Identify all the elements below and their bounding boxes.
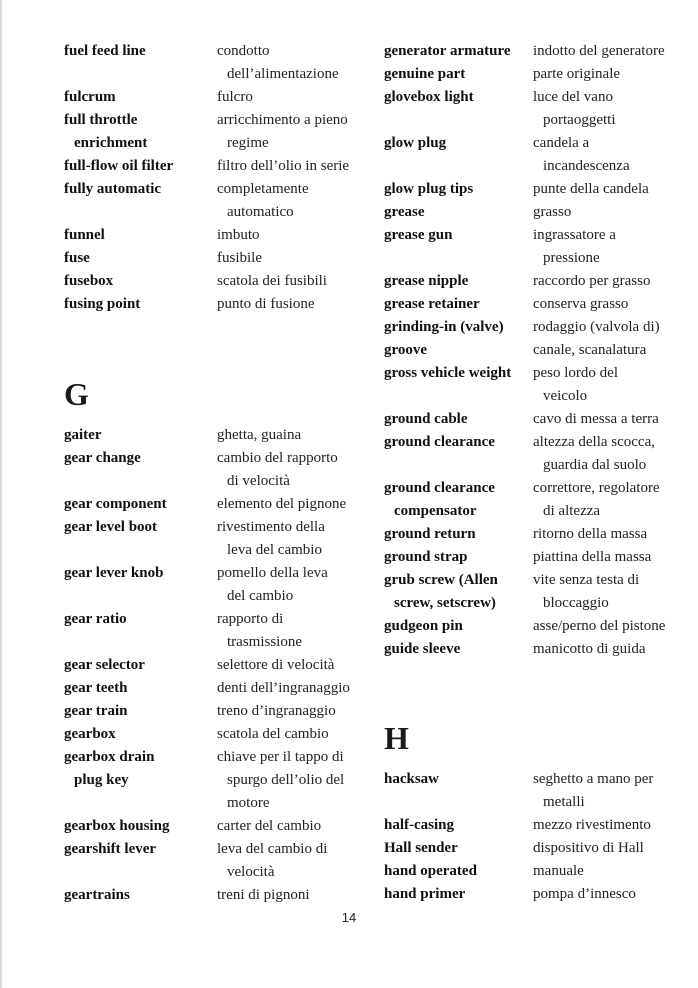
translation-line: mezzo rivestimento [533,817,651,833]
entry-term [64,654,145,677]
entry-term [384,408,468,431]
entry-translation [217,40,339,86]
entry-term [384,86,474,109]
translation-line: ingrassatore a [533,227,616,243]
translation-line: rivestimento della [217,519,325,535]
entry-term [384,546,468,569]
translation-line: treno d’ingranaggio [217,703,336,719]
page-number: 14 [341,910,357,925]
term-line: gear lever knob [64,565,164,581]
entry-translation [533,224,616,270]
translation-line: ghetta, guaina [217,427,302,443]
term-line: gear ratio [64,611,127,627]
translation-line: motore [227,795,270,811]
translation-line: piattina della massa [533,549,652,565]
entry-translation [533,86,615,132]
entry-translation [533,768,653,814]
translation-line: di altezza [543,503,601,519]
term-line: guide sleeve [384,641,461,657]
entry-term [384,837,458,860]
entry-translation [217,178,309,224]
translation-line: punte della candela [533,181,649,197]
entry-translation [533,408,659,431]
term-line: ground clearance [384,480,495,496]
entry-term [384,293,480,316]
entry-translation [533,883,636,906]
entry-translation [217,293,315,316]
term-line: compensator [394,503,477,519]
entry-term [384,814,454,837]
translation-line: elemento del pignone [217,496,347,512]
entry-translation [217,155,349,178]
term-line: gear change [64,450,141,466]
translation-line: bloccaggio [543,595,609,611]
term-line: enrichment [74,135,148,151]
term-line: gudgeon pin [384,618,463,634]
entry-term [64,109,147,155]
translation-line: chiave per il tappo di [217,749,344,765]
entry-translation [533,132,630,178]
translation-line: treni di pignoni [217,887,310,903]
entry-term [64,838,156,861]
entry-translation [217,677,350,700]
translation-line: pomello della leva [217,565,328,581]
entry-translation [533,40,665,63]
entry-term [384,615,463,638]
entry-translation [533,837,644,860]
entry-term [384,362,511,385]
section-letter-g: G [64,376,89,412]
term-line: glow plug [384,135,447,151]
entry-term [384,523,476,546]
translation-line: arricchimento a pieno [217,112,348,128]
translation-line: leva del cambio [227,542,322,558]
translation-line: fusibile [217,250,262,266]
entry-term [64,815,169,838]
entry-term [64,270,113,293]
entry-term [384,768,439,791]
translation-line: grasso [533,204,572,220]
translation-line: completamente [217,181,309,197]
entry-translation [533,293,628,316]
entry-translation [533,638,645,661]
term-line: glovebox light [384,89,474,105]
translation-line: pompa d’innesco [533,886,636,902]
term-line: gear component [64,496,167,512]
section-letter-h: H [384,720,409,756]
translation-line: incandescenza [543,158,630,174]
translation-line: automatico [227,204,294,220]
term-line: gear selector [64,657,145,673]
entry-translation [533,814,651,837]
translation-line: cambio del rapporto [217,450,338,466]
entry-translation [533,477,660,523]
translation-line: canale, scanalatura [533,342,647,358]
entry-term [64,247,90,270]
entry-term [64,40,146,63]
entry-term [64,746,154,792]
entry-term [384,224,452,247]
translation-line: velocità [227,864,275,880]
entry-translation [217,424,301,447]
entry-translation [533,569,639,615]
translation-line: di velocità [227,473,290,489]
entry-translation [217,838,327,884]
term-line: plug key [74,772,129,788]
entry-term [384,339,427,362]
term-line: gearshift lever [64,841,157,857]
translation-line: conserva grasso [533,296,629,312]
entry-term [384,316,504,339]
term-line: gear train [64,703,128,719]
term-line: fuse [64,250,90,266]
entry-term [64,677,127,700]
term-line: fulcrum [64,89,116,105]
term-line: fusebox [64,273,114,289]
entry-term [384,477,495,523]
entry-term [64,608,127,631]
entry-translation [217,700,336,723]
translation-line: ritorno della massa [533,526,648,542]
translation-line: cavo di messa a terra [533,411,659,427]
entry-translation [217,746,344,815]
entry-term [64,493,167,516]
entry-translation [533,63,620,86]
term-line: grease retainer [384,296,480,312]
entry-term [64,224,105,247]
term-line: ground clearance [384,434,495,450]
translation-line: guardia dal suolo [543,457,647,473]
entry-term [64,424,101,447]
translation-line: portaoggetti [543,112,616,128]
term-line: full throttle [64,112,138,128]
entry-term [384,40,510,63]
entry-term [384,270,468,293]
term-line: fusing point [64,296,141,312]
entry-term [384,860,477,883]
entry-translation [533,339,646,362]
entry-translation [533,316,660,339]
translation-line: condotto [217,43,270,59]
term-line: fuel feed line [64,43,146,59]
entry-translation [217,723,329,746]
entry-translation [533,270,650,293]
translation-line: vite senza testa di [533,572,640,588]
entry-translation [533,523,647,546]
translation-line: dispositivo di Hall [533,840,644,856]
translation-line: regime [227,135,269,151]
translation-line: pressione [543,250,600,266]
term-line: gearbox drain [64,749,155,765]
entry-translation [217,815,321,838]
entry-term [384,569,498,615]
translation-line: rodaggio (valvola di) [533,319,660,335]
entry-translation [533,431,655,477]
translation-line: rapporto di [217,611,284,627]
translation-line: fulcro [217,89,253,105]
entry-translation [217,86,253,109]
term-line: glow plug tips [384,181,474,197]
translation-line: peso lordo del [533,365,618,381]
entry-term [384,201,425,224]
entry-term [384,178,473,201]
entry-term [384,431,495,454]
term-line: groove [384,342,428,358]
entry-translation [217,516,325,562]
translation-line: luce del vano [533,89,613,105]
term-line: screw, setscrew) [394,595,496,611]
translation-line: leva del cambio di [217,841,328,857]
term-line: ground return [384,526,476,542]
term-line: ground cable [384,411,468,427]
entry-translation [533,860,584,883]
entry-translation [533,201,571,224]
term-line: genuine part [384,66,466,82]
term-line: ground strap [384,549,468,565]
entry-translation [217,562,328,608]
term-line: funnel [64,227,105,243]
entry-translation [217,608,302,654]
translation-line: parte originale [533,66,621,82]
entry-translation [217,224,260,247]
term-line: grease gun [384,227,453,243]
term-line: generator armature [384,43,511,59]
translation-line: scatola dei fusibili [217,273,327,289]
translation-line: punto di fusione [217,296,315,312]
term-line: geartrains [64,887,130,903]
translation-line: denti dell’ingranaggio [217,680,350,696]
term-line: gear level boot [64,519,158,535]
translation-line: asse/perno del pistone [533,618,666,634]
entry-term [384,132,446,155]
term-line: half-casing [384,817,455,833]
entry-term [64,562,163,585]
term-line: grinding-in (valve) [384,319,504,335]
term-line: hand primer [384,886,466,902]
translation-line: veicolo [543,388,588,404]
entry-term [384,638,460,661]
term-line: gaiter [64,427,102,443]
translation-line: manicotto di guida [533,641,646,657]
term-line: grease nipple [384,273,469,289]
entry-term [64,178,161,201]
term-line: grub screw (Allen [384,572,498,588]
term-line: grease [384,204,425,220]
term-line: hand operated [384,863,477,879]
translation-line: manuale [533,863,584,879]
translation-line: indotto del generatore [533,43,665,59]
entry-term [384,63,465,86]
entry-translation [533,362,618,408]
translation-line: seghetto a mano per [533,771,654,787]
term-line: gear teeth [64,680,128,696]
term-line: Hall sender [384,840,458,856]
translation-line: dell’alimentazione [227,66,339,82]
entry-translation [217,270,327,293]
translation-line: imbuto [217,227,260,243]
page-edge [0,0,3,988]
term-line: full-flow oil filter [64,158,174,174]
translation-line: carter del cambio [217,818,322,834]
translation-line: raccordo per grasso [533,273,651,289]
term-line: gross vehicle weight [384,365,512,381]
entry-translation [533,178,649,201]
entry-term [64,293,140,316]
entry-translation [533,546,651,569]
entry-translation [217,654,334,677]
translation-line: trasmissione [227,634,302,650]
entry-term [64,700,127,723]
entry-translation [217,447,338,493]
entry-term [64,155,173,178]
entry-translation [217,247,262,270]
translation-line: filtro dell’olio in serie [217,158,350,174]
entry-term [64,447,141,470]
translation-line: correttore, regolatore [533,480,660,496]
translation-line: metalli [543,794,585,810]
translation-line: scatola del cambio [217,726,329,742]
entry-term [64,516,157,539]
entry-translation [217,884,310,907]
entry-translation [217,493,346,516]
entry-translation [533,615,665,638]
entry-term [64,86,116,109]
translation-line: spurgo dell’olio del [227,772,345,788]
term-line: fully automatic [64,181,162,197]
translation-line: del cambio [227,588,294,604]
translation-line: selettore di velocità [217,657,335,673]
entry-term [384,883,465,906]
translation-line: altezza della scocca, [533,434,655,450]
entry-term [64,723,116,746]
entry-translation [217,109,348,155]
translation-line: candela a [533,135,590,151]
term-line: gearbox [64,726,116,742]
entry-term [64,884,130,907]
term-line: hacksaw [384,771,440,787]
term-line: gearbox housing [64,818,170,834]
